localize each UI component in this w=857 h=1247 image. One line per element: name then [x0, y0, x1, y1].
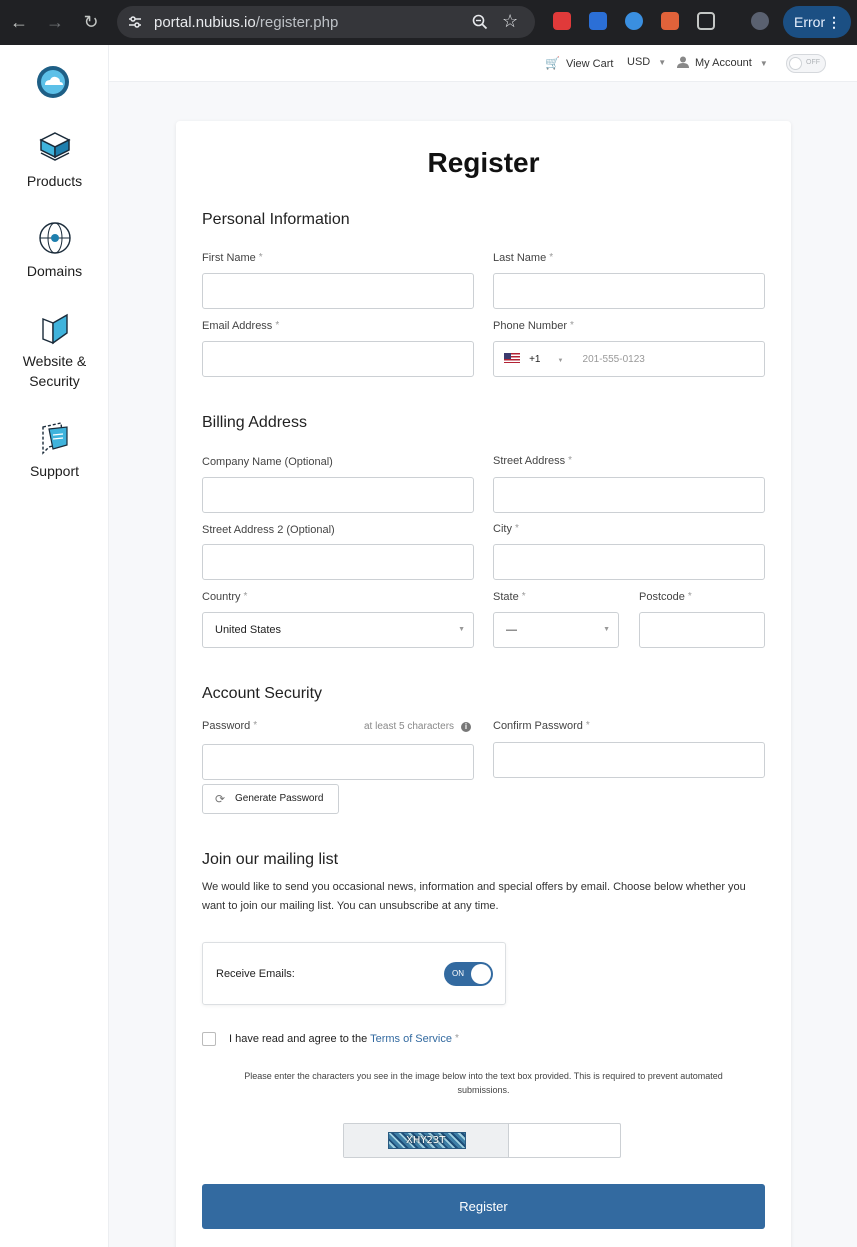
- first-name-label: [202, 252, 263, 264]
- password-field[interactable]: [202, 744, 474, 780]
- sidebar-item-support[interactable]: [0, 421, 109, 481]
- sidebar-item-label: Domains: [26, 263, 83, 279]
- required-mark: *: [258, 252, 263, 263]
- account-label: My Account: [695, 57, 752, 69]
- required-mark: *: [253, 720, 258, 731]
- chat-icon: [39, 421, 71, 455]
- extension-blue-icon[interactable]: [589, 12, 607, 30]
- phone-field[interactable]: [493, 341, 765, 377]
- postcode-field[interactable]: [639, 612, 765, 648]
- required-mark: *: [570, 320, 574, 331]
- last-name-field[interactable]: [493, 273, 765, 309]
- country-value: United States: [215, 624, 282, 636]
- receive-emails-label: Receive Emails:: [216, 968, 295, 980]
- utility-bar: [109, 45, 857, 82]
- box-icon: [39, 131, 71, 165]
- street2-field[interactable]: [202, 544, 474, 580]
- captcha-image: [388, 1132, 466, 1149]
- state-label: [493, 591, 526, 603]
- profile-avatar[interactable]: [751, 12, 769, 30]
- chevron-down-icon: ▼: [458, 626, 465, 633]
- receive-emails-toggle[interactable]: [444, 962, 493, 986]
- currency-dropdown[interactable]: [627, 56, 666, 68]
- password-hint-text: at least 5 characters: [364, 721, 455, 732]
- state-select[interactable]: [493, 612, 619, 648]
- generate-password-button[interactable]: [202, 784, 339, 814]
- theme-toggle[interactable]: [786, 54, 826, 73]
- browser-toolbar: [0, 0, 857, 45]
- url-text: [154, 14, 338, 31]
- logo-cloud-icon[interactable]: [36, 65, 70, 99]
- company-label-text: Company Name (Optional): [202, 456, 333, 468]
- city-label-text: City: [493, 523, 512, 535]
- globe-icon: [38, 221, 72, 255]
- chevron-down-icon: ▼: [603, 626, 610, 633]
- section-mailing-list: Join our mailing list: [202, 851, 339, 868]
- generate-password-label: Generate Password: [235, 793, 324, 804]
- required-mark: *: [549, 252, 554, 263]
- chevron-down-icon: ▼: [557, 358, 564, 364]
- country-label: [202, 591, 247, 603]
- reload-icon[interactable]: ↻: [83, 12, 99, 32]
- sidebar-item-website-security[interactable]: [0, 311, 109, 391]
- error-label: Error: [794, 14, 826, 30]
- captcha-image-cell: [344, 1124, 509, 1157]
- required-mark: *: [687, 591, 692, 602]
- register-button[interactable]: Register: [202, 1184, 765, 1229]
- street2-label: [202, 524, 335, 536]
- city-label: [493, 523, 519, 535]
- phone-label: [493, 320, 574, 332]
- postcode-label: [639, 591, 692, 603]
- required-mark: *: [275, 320, 280, 331]
- email-label: [202, 320, 279, 332]
- section-billing-address: Billing Address: [202, 414, 307, 431]
- state-label-text: State: [493, 591, 519, 603]
- captcha-widget: [343, 1123, 621, 1158]
- receive-emails-panel: [202, 942, 506, 1005]
- first-name-field[interactable]: [202, 273, 474, 309]
- view-cart-link[interactable]: [545, 56, 613, 70]
- shield-book-icon: [39, 311, 71, 345]
- refresh-icon: ⟳: [215, 792, 226, 806]
- email-field[interactable]: [202, 341, 474, 377]
- menu-dots-icon: ⋮: [827, 14, 841, 30]
- toggle-knob: [789, 57, 802, 70]
- toggle-label: OFF: [806, 59, 820, 66]
- phone-country-code[interactable]: +1: [529, 354, 541, 365]
- sidebar-item-label: Products: [26, 173, 83, 189]
- postcode-label-text: Postcode: [639, 591, 685, 603]
- cart-icon: 🛒: [545, 56, 560, 70]
- info-icon[interactable]: i: [461, 722, 471, 732]
- bookmark-star-icon[interactable]: ☆: [502, 11, 519, 31]
- required-mark: *: [585, 720, 590, 731]
- street-label: [493, 455, 572, 467]
- required-mark: *: [455, 1033, 459, 1044]
- currency-label: USD: [627, 56, 651, 68]
- extension-red-icon[interactable]: [553, 12, 571, 30]
- required-mark: *: [521, 591, 526, 602]
- extensions-puzzle-icon[interactable]: [697, 12, 715, 30]
- us-flag-icon[interactable]: [504, 353, 520, 363]
- captcha-instructions: Please enter the characters you see in the image below into the text box provided. This is required to prevent automated submissions.: [244, 1071, 723, 1095]
- phone-label-text: Phone Number: [493, 320, 567, 332]
- captcha-text: XHY23T: [406, 1135, 446, 1146]
- extension-orange-icon[interactable]: [661, 12, 679, 30]
- country-select[interactable]: [202, 612, 474, 648]
- phone-placeholder: 201-555-0123: [582, 354, 645, 365]
- first-name-label-text: First Name: [202, 252, 256, 264]
- extension-cross-icon[interactable]: [625, 12, 643, 30]
- email-label-text: Email Address: [202, 320, 273, 332]
- required-mark: *: [514, 523, 519, 534]
- toggle-state-label: ON: [452, 969, 464, 978]
- confirm-password-label: [493, 720, 590, 732]
- site-settings-icon[interactable]: [127, 14, 143, 30]
- tos-label: [229, 1033, 459, 1045]
- url-path: /register.php: [255, 14, 339, 31]
- country-label-text: Country: [202, 591, 241, 603]
- street-label-text: Street Address: [493, 455, 566, 467]
- toggle-knob: [471, 964, 491, 984]
- error-button[interactable]: [783, 6, 851, 38]
- back-icon[interactable]: ←: [10, 12, 28, 32]
- address-bar[interactable]: [117, 6, 535, 38]
- required-mark: *: [568, 455, 573, 466]
- sidebar-item-label: Website & Security: [22, 353, 87, 389]
- confirm-password-field[interactable]: [493, 742, 765, 778]
- sidebar-item-domains[interactable]: [0, 221, 109, 281]
- password-label-text: Password: [202, 720, 251, 732]
- terms-of-service-link[interactable]: Terms of Service: [370, 1033, 452, 1045]
- forward-icon[interactable]: →: [46, 12, 64, 32]
- last-name-label-text: Last Name: [493, 252, 547, 264]
- confirm-password-label-text: Confirm Password: [493, 720, 583, 732]
- tos-prefix: I have read and agree to the: [229, 1033, 371, 1045]
- account-dropdown[interactable]: [677, 56, 768, 69]
- required-mark: *: [243, 591, 248, 602]
- password-hint: [364, 721, 471, 732]
- register-card: [176, 121, 791, 1247]
- chevron-down-icon: ▼: [658, 57, 667, 67]
- zoom-icon[interactable]: [471, 13, 489, 31]
- chevron-down-icon: ▼: [759, 58, 768, 68]
- view-cart-label: View Cart: [565, 58, 614, 70]
- city-field[interactable]: [493, 544, 765, 580]
- sidebar-item-label: Support: [29, 463, 80, 479]
- url-host: portal.nubius.io: [154, 14, 256, 31]
- page-title: Register: [427, 147, 540, 178]
- state-value: —: [506, 624, 517, 636]
- password-label: [202, 720, 257, 732]
- user-icon: [677, 56, 689, 68]
- sidebar-item-products[interactable]: [0, 131, 109, 191]
- section-account-security: Account Security: [202, 685, 323, 702]
- captcha-input[interactable]: [510, 1124, 620, 1157]
- mailing-description: We would like to send you occasional news, information and special offers by email. Choose below whether you want to join our mailing list. You can unsubscribe at any time.: [202, 881, 746, 912]
- company-field[interactable]: [202, 477, 474, 513]
- last-name-label: [493, 252, 553, 264]
- section-personal-info: Personal Information: [202, 211, 350, 228]
- company-label: [202, 456, 333, 468]
- street2-label-text: Street Address 2 (Optional): [202, 524, 335, 536]
- street-field[interactable]: [493, 477, 765, 513]
- tos-checkbox[interactable]: [202, 1032, 216, 1046]
- sidebar: [0, 45, 109, 1247]
